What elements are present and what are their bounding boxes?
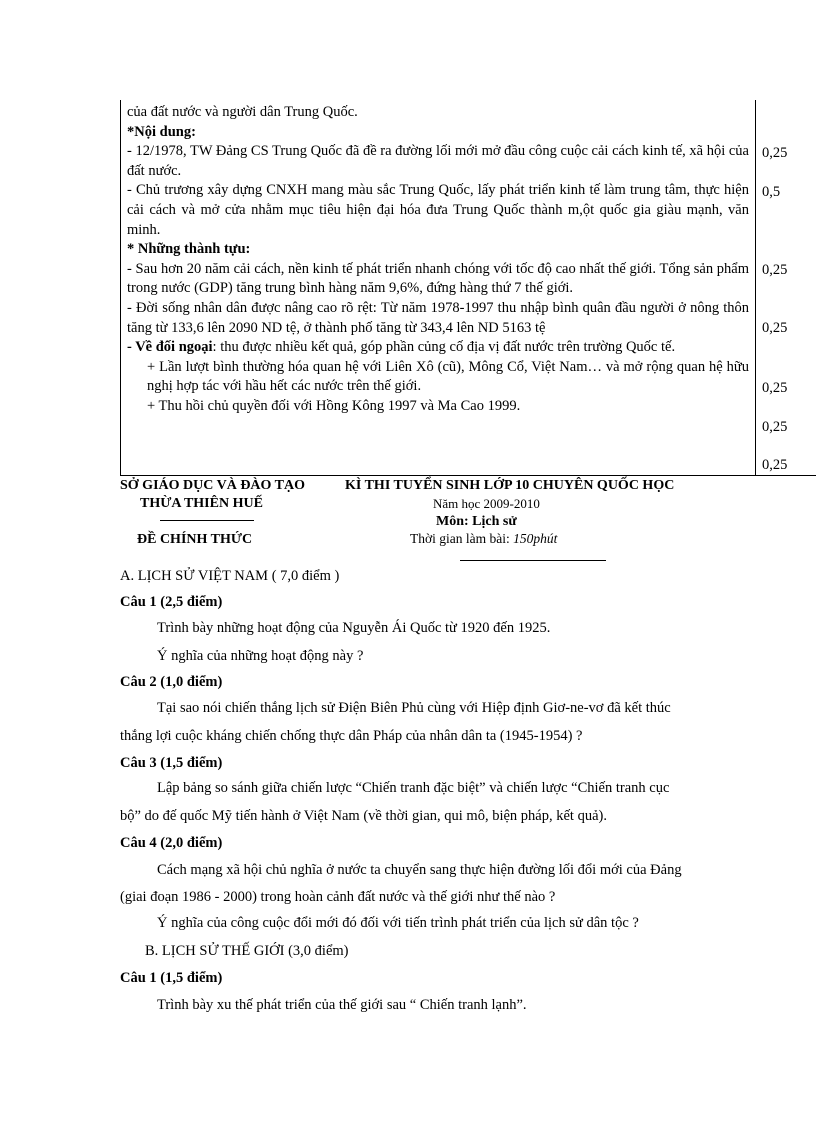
header-underline xyxy=(160,520,254,521)
exam-title: KÌ THI TUYỂN SINH LỚP 10 CHUYÊN QUỐC HỌC xyxy=(345,478,675,493)
score-cell: 0,25 xyxy=(762,320,788,336)
question-text: Trình bày những hoạt động của Nguyễn Ái Quốc từ 1920 đến 1925. xyxy=(157,620,551,636)
foreign-policy-label: - Về đối ngoại xyxy=(127,339,213,356)
question-title: Câu 4 (2,0 điểm) xyxy=(120,835,223,851)
answer-content xyxy=(127,103,749,417)
answer-line: - Sau hơn 20 năm cải cách, nền kinh tế phát triển nhanh chóng với tốc độ cao nhất thế giới. Tổng sản phẩm trong nước (GDP) tăng trung bình hàng năm 9,6%, đứng hàng thứ 7 thế giới. xyxy=(127,260,749,297)
score-cell: 0,25 xyxy=(762,262,788,278)
time-line xyxy=(410,531,557,547)
question-text: bộ” do đế quốc Mỹ tiến hành ở Việt Nam (về thời gian, qui mô, biện pháp, kết quả). xyxy=(120,808,607,824)
dept-name: SỞ GIÁO DỤC VÀ ĐÀO TẠO xyxy=(120,478,306,493)
section-b-title: B. LỊCH SỬ THẾ GIỚI (3,0 điểm) xyxy=(145,943,349,959)
score-cell: 0,25 xyxy=(762,419,788,435)
section-a-title: A. LỊCH SỬ VIỆT NAM ( 7,0 điểm ) xyxy=(120,568,340,584)
time-label: Thời gian làm bài: xyxy=(410,531,514,546)
answer-line: + Lần lượt bình thường hóa quan hệ với Liên Xô (cũ), Mông Cổ, Việt Nam… và mở rộng quan hệ hữu nghị hợp tác với hầu hết các nước trên thế giới. xyxy=(147,358,749,395)
answer-heading-content: *Nội dung: xyxy=(127,123,196,140)
foreign-policy-text: : thu được nhiều kết quả, góp phần củng cố địa vị đất nước trên trường Quốc tế. xyxy=(212,339,676,356)
question-text: Ý nghĩa của công cuộc đổi mới đó đối với tiến trình phát triển của lịch sử dân tộc ? xyxy=(157,915,639,931)
answer-line-foreign-policy xyxy=(127,338,749,358)
school-year: Năm học 2009-2010 xyxy=(433,496,540,511)
question-title: Câu 1 (1,5 điểm) xyxy=(120,970,223,986)
question-text: Lập bảng so sánh giữa chiến lược “Chiến tranh đặc biệt” và chiến lược “Chiến tranh cục xyxy=(157,780,670,796)
time-value: 150phút xyxy=(513,531,558,546)
question-text: thắng lợi cuộc kháng chiến chống thực dân Pháp của nhân dân ta (1945-1954) ? xyxy=(120,728,583,744)
question-title: Câu 1 (2,5 điểm) xyxy=(120,594,223,610)
answer-line: - Đời sống nhân dân được nâng cao rõ rệt: Từ năm 1978-1997 thu nhập bình quân đầu người ở nông thôn tăng từ 133,6 lên 2090 ND tệ, ở thành phố tăng từ 343,4 lên ND 5163 tệ xyxy=(127,299,749,336)
answer-heading-achievements: * Những thành tựu: xyxy=(127,241,251,258)
subject-underline xyxy=(460,560,606,561)
score-cell: 0,5 xyxy=(762,184,781,200)
question-title: Câu 2 (1,0 điểm) xyxy=(120,674,223,690)
column-divider xyxy=(755,100,756,475)
answer-line: - Chủ trương xây dựng CNXH mang màu sắc Trung Quốc, lấy phát triển kinh tế làm trung tâm, thực hiện cải cách và mở cửa nhằm mục tiêu hiện đại hóa đưa Trung Quốc thành m,ột quốc gia giàu mạnh, văn minh. xyxy=(127,182,749,238)
question-text: (giai đoạn 1986 - 2000) trong hoàn cảnh đất nước và thế giới như thế nào ? xyxy=(120,889,556,905)
score-cell: 0,25 xyxy=(762,380,788,396)
question-text: Cách mạng xã hội chủ nghĩa ở nước ta chuyển sang thực hiện đường lối đổi mới của Đảng xyxy=(157,862,682,878)
answer-line: của đất nước và người dân Trung Quốc. xyxy=(127,104,358,120)
score-cell: 0,25 xyxy=(762,145,788,161)
question-title: Câu 3 (1,5 điểm) xyxy=(120,755,223,771)
official-label: ĐỀ CHÍNH THỨC xyxy=(137,532,253,547)
score-cell: 0,25 xyxy=(762,457,788,473)
answer-line: + Thu hồi chủ quyền đối với Hồng Kông 1997 và Ma Cao 1999. xyxy=(147,397,521,414)
question-text: Trình bày xu thế phát triển của thế giới sau “ Chiến tranh lạnh”. xyxy=(157,997,527,1013)
question-text: Tại sao nói chiến thắng lịch sử Điện Biên Phủ cùng với Hiệp định Giơ-ne-vơ đã kết thúc xyxy=(157,700,671,716)
subject: Môn: Lịch sử xyxy=(436,514,517,529)
question-text: Ý nghĩa của những hoạt động này ? xyxy=(157,648,364,664)
dept-province: THỪA THIÊN HUẾ xyxy=(140,496,263,511)
answer-table xyxy=(120,100,816,476)
answer-line: - 12/1978, TW Đảng CS Trung Quốc đã đề ra đường lối mới mở đầu công cuộc cải cách kinh tế, xã hội của đất nước. xyxy=(127,143,749,179)
